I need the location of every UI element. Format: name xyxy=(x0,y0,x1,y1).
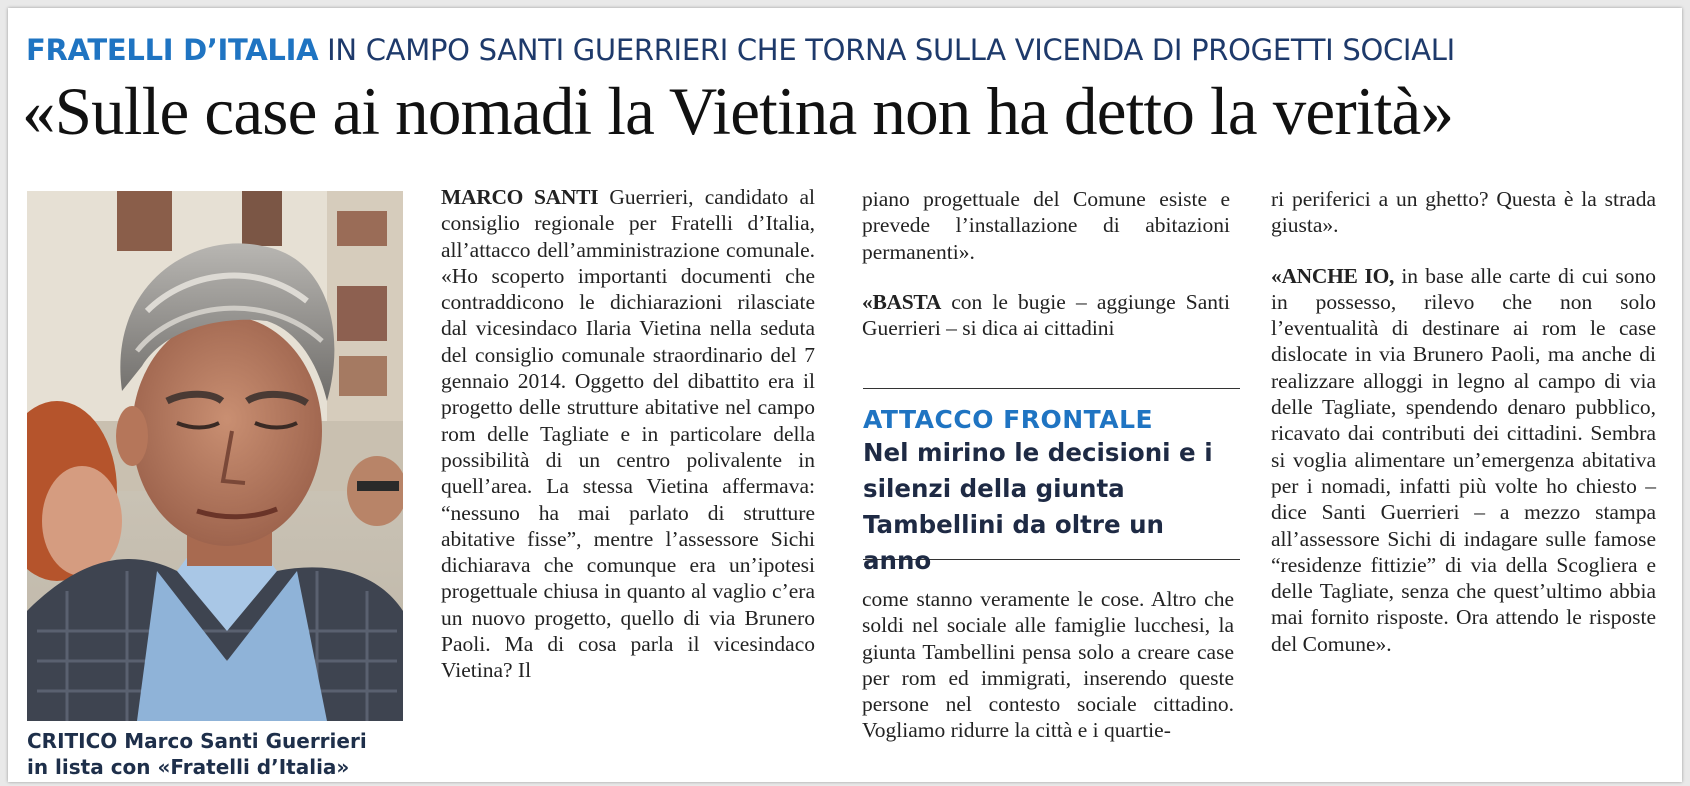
caption-tag: CRITICO xyxy=(27,729,118,753)
column2-para1: piano progettuale del Comune esiste e prevede l’installazione di abitazioni permanenti». xyxy=(862,187,1230,264)
box-tag: ATTACCO FRONTALE xyxy=(863,405,1154,434)
kicker xyxy=(26,30,1455,70)
kicker-tag: FRATELLI D’ITALIA xyxy=(26,33,319,67)
article-column-3 xyxy=(1271,186,1656,657)
article-page xyxy=(8,8,1682,782)
column3-para1: ri periferici a un ghetto? Questa è la strada giusta». xyxy=(1271,187,1656,238)
portrait-illustration xyxy=(27,191,403,721)
caption-line1: Marco Santi Guerrieri xyxy=(124,729,367,753)
column3-lead: «ANCHE IO, xyxy=(1271,263,1395,288)
kicker-text: IN CAMPO SANTI GUERRIERI CHE TORNA SULLA VICENDA DI PROGETTI SOCIALI xyxy=(327,33,1455,67)
caption-line2: in lista con «Fratelli d’Italia» xyxy=(27,755,350,779)
column2-para2: con le bugie – aggiunge Santi Guerrieri – si dica ai cittadini xyxy=(862,289,1230,341)
column3-para2: in base alle carte di cui sono in possesso, rilevo che non solo l’eventualità di destinare ai rom le case dislocate in via Brunero Paoli, ma anche di realizzare alloggi in legno al campo di via delle Tagliate, spendendo denaro pubblico, ricavato dai contributi dei cittadini. Sembra si voglia alimentare un’emergenza abitativa per i nomadi, infatti più volte ho chiesto – dice Santi Guerrieri – a mezzo stampa all’assessore Sichi di indagare sulle famose “residenze fittizie” di via della Scogliera e delle Tagliate, senza che quest’ultimo abbia mai fornito risposte. Ora attendo le risposte del Comune». xyxy=(1271,263,1657,656)
lead-in: MARCO SANTI xyxy=(441,185,599,209)
photo-caption xyxy=(27,728,417,780)
pullquote-box xyxy=(863,388,1240,575)
column2-para3: come stanno veramente le cose. Altro che soldi nel sociale alle famiglie lucchesi, la giunta Tambellini pensa solo a creare case per rom ed immigrati, inserendo queste persone nel contesto sociale cittadino. Vogliamo ridurre la città e i quartie- xyxy=(862,587,1234,743)
column2-lead: «BASTA xyxy=(862,289,942,314)
headline: «Sulle case ai nomadi la Vietina non ha detto la verità» xyxy=(22,73,1454,149)
article-column-1 xyxy=(441,184,815,684)
portrait-photo xyxy=(27,191,403,721)
column1-text: Guerrieri, candidato al consiglio regionale per Fratelli d’Italia, all’attacco dell’amministrazione comunale. «Ho scoperto importanti documenti che contraddicono le dichiarazioni rilasciate dal vicesindaco Ilaria Vietina nella seduta del consiglio comunale straordinario del 7 gennaio 2014. Oggetto del dibattito era il progetto delle strutture abitative nel campo rom delle Tagliate e in particolare della possibilità di un centro polivalente in quell’area. La stessa Vietina affermava: “nessuno ha mai parlato di strutture abitative fisse”, mentre l’assessore Sichi dichiarava che comunque era un’ipotesi progettuale chiusa in quanto al vaglio c’era un nuovo progetto, quello di via Brunero Paoli. Ma di cosa parla il vicesindaco Vietina? Il xyxy=(441,185,816,683)
article-column-2 xyxy=(862,186,1230,341)
box-title: Nel mirino le decisioni e i silenzi della giunta Tambellini da oltre un anno xyxy=(863,438,1213,575)
article-column-2-continued xyxy=(862,586,1234,744)
